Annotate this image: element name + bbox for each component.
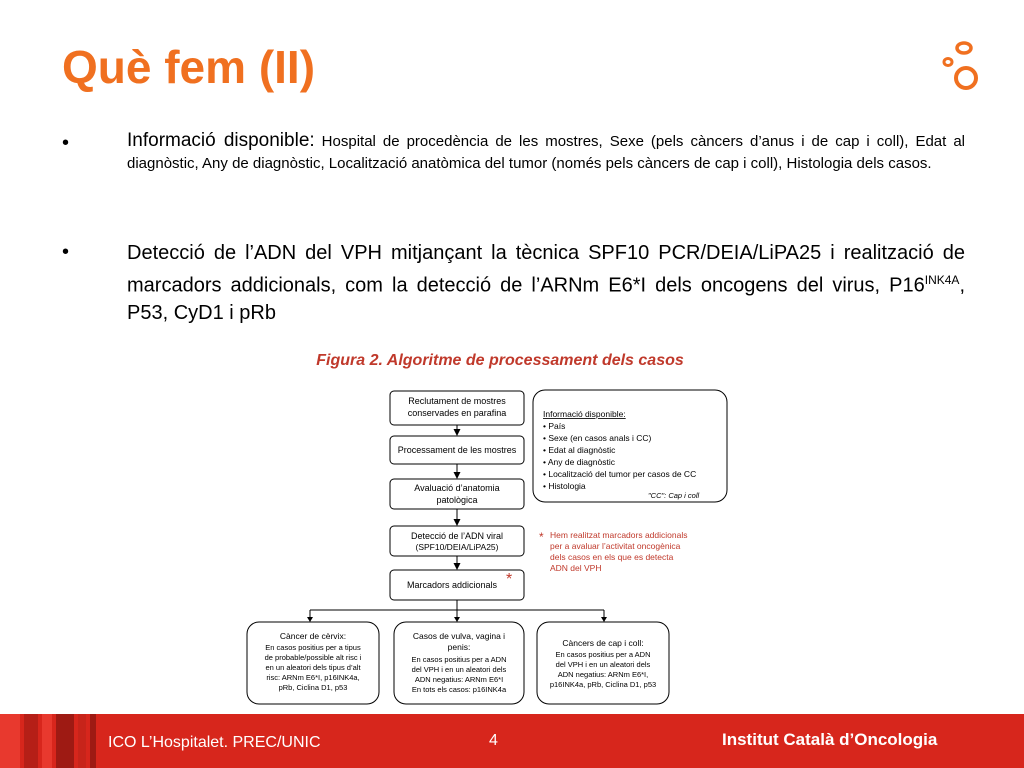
branch-arrowhead-3	[601, 617, 607, 622]
bullet-marker-1: •	[62, 132, 70, 154]
vulva-line-3: En casos positius per a ADN	[411, 655, 507, 664]
step-5-line-1: Marcadors addicionals	[406, 580, 498, 590]
headneck-line-2: En casos positius per a ADN	[555, 650, 651, 659]
bullet-2-text: Detecció de l’ADN del VPH mitjançant la tècnica SPF10 PCR/DEIA/LiPA25 i realització de marcadors addicionals, com la detecció de l’ARNm E6*I dels oncogens del virus, P16	[127, 242, 965, 297]
info-item-1: • País	[543, 421, 566, 431]
footer-stripe-3	[42, 714, 52, 768]
info-item-6: • Histologia	[543, 481, 586, 491]
step-3-line-2: patològica	[436, 495, 478, 505]
bullet-1-text: Hospital de procedència de les mostres, Sexe (pels càncers d’anus i de cap i coll), Edat al diagnòstic, Any de diagnòstic, Localització anatòmica del tumor (només pels càncers de cap i coll), Histologia dels casos.	[127, 133, 965, 172]
cervix-line-6: pRb, Ciclina D1, p53	[278, 683, 348, 692]
step-3-line-1: Avaluació d’anatomia	[414, 483, 500, 493]
headneck-line-4: ADN negatius: ARNm E6*I,	[557, 670, 649, 679]
branch-arrowhead-2	[454, 617, 460, 622]
step-4-line-1: Detecció de l’ADN viral	[410, 531, 504, 541]
step-4-line-2: (SPF10/DEIA/LiPA25)	[415, 542, 499, 552]
page-number: 4	[489, 732, 498, 749]
footer-left-text: ICO L’Hospitalet. PREC/UNIC	[108, 734, 321, 751]
bullet-1-lead: Informació disponible:	[127, 130, 315, 151]
bullet-2-sup: INK4A	[924, 273, 960, 287]
info-item-4: • Any de diagnòstic	[543, 457, 615, 467]
vulva-line-2: penis:	[447, 642, 471, 652]
vulva-line-1: Casos de vulva, vagina i	[412, 631, 506, 641]
cervix-line-4: en un aleatori dels tipus d’alt	[265, 663, 361, 672]
star-note-line-4: ADN del VPH	[550, 563, 602, 573]
vulva-line-4: del VPH i en un aleatori dels	[411, 665, 507, 674]
step-5-star: *	[506, 571, 513, 588]
star-note-line-2: per a avaluar l’activitat oncogènica	[550, 541, 681, 551]
vulva-line-6: En tots els casos: p16INK4a	[411, 685, 507, 694]
footer-stripe-5	[78, 714, 86, 768]
cervix-line-3: de probable/possible alt risc i	[264, 653, 362, 662]
bullet-marker-2: •	[62, 241, 70, 263]
info-item-2: • Sexe (en casos anals i CC)	[543, 433, 652, 443]
step-1-line-1: Reclutament de mostres	[408, 396, 506, 406]
star-note-star: *	[539, 530, 544, 544]
info-box-note: "CC": Cap i coll	[648, 491, 700, 500]
footer-stripe-6	[90, 714, 96, 768]
headneck-line-3: del VPH i en un aleatori dels	[555, 660, 651, 669]
footer-stripe-2	[24, 714, 38, 768]
info-box-title: Informació disponible:	[543, 409, 626, 419]
footer-stripe-4	[56, 714, 74, 768]
headneck-line-5: p16INK4a, pRb, Ciclina D1, p53	[549, 680, 657, 689]
star-note-line-1: Hem realitzat marcadors addicionals	[550, 530, 688, 540]
cervix-line-2: En casos positius per a tipus	[265, 643, 361, 652]
info-item-5: • Localització del tumor per casos de CC	[543, 469, 697, 479]
cervix-line-5: risc: ARNm E6*I, p16INK4a,	[266, 673, 360, 682]
cervix-line-1: Càncer de cèrvix:	[279, 631, 347, 641]
bullet-2-tail: , P53, CyD1 i pRb	[127, 274, 965, 324]
headneck-line-1: Càncers de cap i coll:	[562, 638, 644, 648]
footer-institution: Institut Català d’Oncologia	[722, 730, 938, 749]
step-2-line-1: Processament de les mostres	[397, 445, 517, 455]
slide-title: Què fem (II)	[62, 41, 316, 93]
vulva-line-5: ADN negatius: ARNm E6*I	[414, 675, 504, 684]
figure-caption: Figura 2. Algoritme de processament dels casos	[316, 352, 684, 369]
branch-arrowhead-1	[307, 617, 313, 622]
step-1-line-2: conservades en parafina	[407, 408, 507, 418]
star-note-line-3: dels casos en els que es detecta	[550, 552, 674, 562]
footer-stripe-1	[0, 714, 20, 768]
info-item-3: • Edat al diagnòstic	[543, 445, 616, 455]
